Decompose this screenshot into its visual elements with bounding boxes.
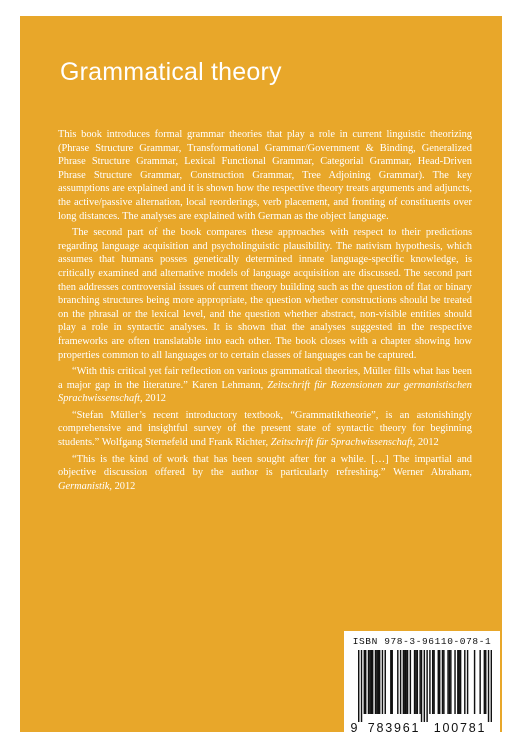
quote-author: Wolfgang Sternefeld und Frank Richter, <box>101 437 269 449</box>
book-title: Grammatical theory <box>60 58 282 86</box>
barcode-bar <box>415 650 416 714</box>
barcode-bar <box>378 650 379 714</box>
barcode-bar <box>424 650 425 722</box>
quote-author: Karen Lehmann, <box>191 379 264 391</box>
quote-year: 2012 <box>145 393 166 405</box>
barcode-bar <box>488 650 489 722</box>
barcode-bar <box>403 650 404 714</box>
quote-text: “With this critical yet fair reflection on various grammatical theories, Müller fills what has been a major gap in the literature.” <box>58 366 472 391</box>
review-quote-1 <box>58 365 472 406</box>
barcode-bar <box>361 650 362 722</box>
barcode-bar <box>460 650 461 714</box>
barcode-bar <box>485 650 486 714</box>
review-quote-3 <box>58 453 472 494</box>
isbn-label: ISBN 978-3-96110-078-1 <box>352 636 492 647</box>
review-quote-2 <box>58 409 472 450</box>
barcode-bar <box>438 650 439 714</box>
barcode-bar <box>407 650 408 714</box>
barcode-digit-prefix: 9 <box>350 721 358 735</box>
quote-year: 2012 <box>114 480 136 492</box>
quote-text: “This is the kind of work that has been sought after for a while. […] The impartial and objective discussion offered by the author is particularly refreshing.” <box>58 453 472 479</box>
isbn-barcode <box>344 631 500 739</box>
barcode-bar <box>414 650 415 714</box>
quote-source: Germanistik, <box>58 480 112 492</box>
barcode-bar <box>464 650 465 714</box>
barcode-bar <box>433 650 434 714</box>
barcode-bar <box>491 650 492 722</box>
quote-source: Zeitschrift für Sprachwissenschaft, <box>270 437 416 449</box>
barcode-bar <box>429 650 430 714</box>
blurb <box>58 128 472 496</box>
barcode-bar <box>457 650 458 714</box>
barcode-bar <box>449 650 450 714</box>
barcode-bar <box>454 650 455 714</box>
barcode-bar <box>385 650 386 714</box>
barcode-bar <box>397 650 398 714</box>
barcode-bar <box>365 650 366 714</box>
barcode-bar <box>369 650 370 714</box>
barcode-bar <box>474 650 475 714</box>
barcode-bar <box>442 650 443 714</box>
barcode-bar <box>432 650 433 714</box>
barcode-bars <box>358 650 492 722</box>
blurb-paragraph-2: The second part of the book compares these approaches with respect to their predictions regarding language acquisition and psycholinguistic plausibility. The nativism hypothesis, which assumes that humans posses genetically determined innate language-specific knowledge, is critically examined and alternative models of language acquisition are discussed. The second part then addresses controversial issues of current theory building such as the question of flat or binary branching structures being more appropriate, the question whether constructions should be treated on the phrasal or the lexical level, and the question whether abstract, non-visible entities should play a role in syntactic analyses. It is shown that the analyses suggested in the respective frameworks are often translatable into each other. The book closes with a chapter showing how properties common to all languages or to certain classes of languages can be captured. <box>58 227 472 361</box>
barcode-bar <box>467 650 468 714</box>
barcode-bar <box>450 650 451 714</box>
barcode-bar <box>382 650 383 714</box>
barcode-bar <box>368 650 369 714</box>
barcode-bar <box>426 650 427 722</box>
barcode-bar <box>400 650 401 714</box>
barcode-bar <box>404 650 405 714</box>
barcode-bar <box>447 650 448 714</box>
barcode-bar <box>372 650 373 714</box>
barcode-bar <box>421 650 422 722</box>
barcode-bar <box>371 650 372 714</box>
barcode-bar <box>375 650 376 714</box>
barcode-bar <box>484 650 485 714</box>
barcode-bar <box>358 650 359 722</box>
barcode-digits-left: 783961 <box>367 721 421 735</box>
barcode-digits <box>344 721 500 735</box>
barcode-bar <box>419 650 420 714</box>
barcode-bar <box>392 650 393 714</box>
blurb-paragraph-1: This book introduces formal grammar theories that play a role in current linguistic theorizing (Phrase Structure Grammar, Transformational Grammar/Government & Binding, Generalized Phrase Structure Grammar, Lexical Functional Grammar, Categorial Grammar, Head-Driven Phrase Structure Grammar, Construction Grammar, Tree Adjoining Grammar). The key assumptions are explained and it is shown how the respective theory treats arguments and adjuncts, the active/passive alternation, local reorderings, verb placement, and fronting of constituents over long distances. The analyses are explained with German as the object language. <box>58 129 472 222</box>
barcode-bar <box>443 650 444 714</box>
barcode-bar <box>459 650 460 714</box>
barcode-bar <box>405 650 406 714</box>
barcode-bar <box>379 650 380 714</box>
barcode-bar <box>479 650 480 714</box>
barcode-digits-right: 100781 <box>433 721 487 735</box>
barcode-bar <box>417 650 418 714</box>
barcode-bar <box>364 650 365 714</box>
quote-year: 2012 <box>417 437 439 449</box>
barcode-bar <box>376 650 377 714</box>
barcode-bar <box>390 650 391 714</box>
cover-panel <box>20 16 502 735</box>
barcode-bar <box>410 650 411 714</box>
barcode-bar <box>439 650 440 714</box>
quote-author: Werner Abraham, <box>393 467 472 479</box>
quote-text: “Stefan Müller’s recent introductory textbook, “Grammatiktheorie”, is an astonishingly comprehensive and insightful survey of the present state of syntactic theory for beginning students.” <box>58 409 472 449</box>
quote-source: Zeitschrift für Rezensionen zur germanistischen Sprachwissenschaft, <box>58 379 472 405</box>
